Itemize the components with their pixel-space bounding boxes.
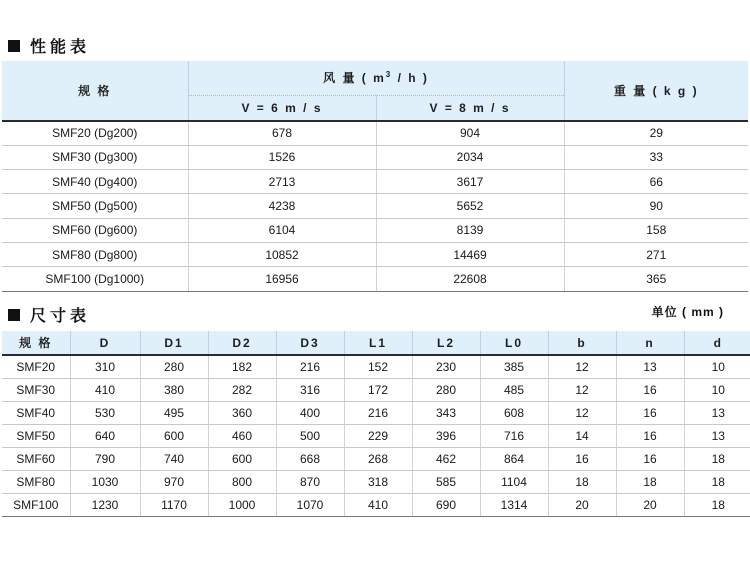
cell-spec: SMF30 (Dg300) <box>2 145 188 169</box>
column-header: d <box>684 331 750 355</box>
table-cell: 18 <box>548 470 616 493</box>
table-cell: 1070 <box>276 494 344 517</box>
table-row <box>2 170 748 194</box>
cell-weight: 29 <box>564 121 748 145</box>
table-cell: 495 <box>140 401 208 424</box>
column-header: D <box>70 331 140 355</box>
table-cell: 1030 <box>70 470 140 493</box>
table-cell: 690 <box>412 494 480 517</box>
column-header: b <box>548 331 616 355</box>
airflow-header: 风 量 ( $m^3$ / h ) <box>188 61 564 95</box>
cell-weight: 90 <box>564 194 748 218</box>
table-cell: 1000 <box>208 494 276 517</box>
table-cell: 182 <box>208 355 276 378</box>
table-cell: 13 <box>684 401 750 424</box>
performance-table <box>2 61 748 292</box>
table-cell: 13 <box>684 424 750 447</box>
table-cell: 172 <box>344 378 412 401</box>
table-cell: 600 <box>140 424 208 447</box>
table-cell: 16 <box>548 447 616 470</box>
table-cell: 13 <box>616 355 684 378</box>
cell-v6: 2713 <box>188 170 376 194</box>
table-cell: 16 <box>616 401 684 424</box>
table-cell: 800 <box>208 470 276 493</box>
table-cell: 1314 <box>480 494 548 517</box>
cell-v8: 22608 <box>376 267 564 291</box>
table-cell: 216 <box>344 401 412 424</box>
table-cell: 12 <box>548 378 616 401</box>
table-cell: 500 <box>276 424 344 447</box>
table-cell: 16 <box>616 378 684 401</box>
cell-v6: 678 <box>188 121 376 145</box>
table-row <box>2 145 748 169</box>
table-cell: 18 <box>684 447 750 470</box>
table-row <box>2 218 748 242</box>
table-cell: 20 <box>616 494 684 517</box>
table-cell: 12 <box>548 401 616 424</box>
table-row <box>2 242 748 266</box>
table-row <box>2 194 748 218</box>
table-row <box>2 470 750 493</box>
table-cell: 380 <box>140 378 208 401</box>
table-cell: 608 <box>480 401 548 424</box>
column-header: D1 <box>140 331 208 355</box>
cell-spec: SMF100 (Dg1000) <box>2 267 188 291</box>
square-bullet-icon <box>8 309 20 321</box>
table-row <box>2 401 750 424</box>
table-cell: 230 <box>412 355 480 378</box>
table-cell: 20 <box>548 494 616 517</box>
table-cell: 343 <box>412 401 480 424</box>
table-cell: 268 <box>344 447 412 470</box>
cell-weight: 66 <box>564 170 748 194</box>
column-header: L2 <box>412 331 480 355</box>
table-cell: 18 <box>684 470 750 493</box>
table-row <box>2 378 750 401</box>
table-cell: 280 <box>412 378 480 401</box>
table-cell: 152 <box>344 355 412 378</box>
table-cell: 282 <box>208 378 276 401</box>
cell-spec: SMF40 (Dg400) <box>2 170 188 194</box>
cell-v6: 10852 <box>188 242 376 266</box>
velocity-8-header: V = 8 m / s <box>376 95 564 121</box>
table-cell: 716 <box>480 424 548 447</box>
table-row <box>2 355 750 378</box>
table-cell: 410 <box>344 494 412 517</box>
cell-v8: 8139 <box>376 218 564 242</box>
cell-spec: SMF80 (Dg800) <box>2 242 188 266</box>
table-cell: 396 <box>412 424 480 447</box>
table-row <box>2 447 750 470</box>
table-cell: 216 <box>276 355 344 378</box>
table-cell: 10 <box>684 378 750 401</box>
weight-header: 重 量 ( k g ) <box>564 61 748 121</box>
table-cell: 740 <box>140 447 208 470</box>
column-header: n <box>616 331 684 355</box>
table-row <box>2 121 748 145</box>
cell-v6: 16956 <box>188 267 376 291</box>
cell-weight: 271 <box>564 242 748 266</box>
table-cell: 462 <box>412 447 480 470</box>
cell-v8: 3617 <box>376 170 564 194</box>
spec-header: 规 格 <box>2 61 188 121</box>
table-cell: 229 <box>344 424 412 447</box>
table-cell: SMF40 <box>2 401 70 424</box>
table-cell: 530 <box>70 401 140 424</box>
table-cell: SMF60 <box>2 447 70 470</box>
column-header: L1 <box>344 331 412 355</box>
cell-v8: 5652 <box>376 194 564 218</box>
table-cell: 280 <box>140 355 208 378</box>
table-row <box>2 494 750 517</box>
table-cell: 360 <box>208 401 276 424</box>
table-cell: 310 <box>70 355 140 378</box>
cell-weight: 33 <box>564 145 748 169</box>
cell-v8: 14469 <box>376 242 564 266</box>
square-bullet-icon <box>8 40 20 52</box>
table-cell: 410 <box>70 378 140 401</box>
cell-v8: 904 <box>376 121 564 145</box>
table-cell: 1104 <box>480 470 548 493</box>
cell-v6: 6104 <box>188 218 376 242</box>
cell-v8: 2034 <box>376 145 564 169</box>
cell-weight: 158 <box>564 218 748 242</box>
cell-weight: 365 <box>564 267 748 291</box>
table-cell: 12 <box>548 355 616 378</box>
table-cell: 400 <box>276 401 344 424</box>
cell-v6: 4238 <box>188 194 376 218</box>
dimension-section-title <box>8 303 90 326</box>
cell-spec: SMF50 (Dg500) <box>2 194 188 218</box>
column-header: D3 <box>276 331 344 355</box>
table-cell: 790 <box>70 447 140 470</box>
table-cell: 18 <box>616 470 684 493</box>
table-cell: 870 <box>276 470 344 493</box>
table-cell: 16 <box>616 447 684 470</box>
table-cell: SMF50 <box>2 424 70 447</box>
table-cell: 600 <box>208 447 276 470</box>
table-cell: 1230 <box>70 494 140 517</box>
cell-spec: SMF60 (Dg600) <box>2 218 188 242</box>
table-cell: SMF80 <box>2 470 70 493</box>
table-cell: 318 <box>344 470 412 493</box>
column-header: D2 <box>208 331 276 355</box>
table-cell: 1170 <box>140 494 208 517</box>
table-row <box>2 267 748 291</box>
table-cell: 18 <box>684 494 750 517</box>
table-cell: SMF30 <box>2 378 70 401</box>
table-cell: 14 <box>548 424 616 447</box>
cell-spec: SMF20 (Dg200) <box>2 121 188 145</box>
table-cell: 970 <box>140 470 208 493</box>
table-cell: 485 <box>480 378 548 401</box>
table-cell: 460 <box>208 424 276 447</box>
dimension-title-text: 尺寸表 <box>30 308 91 325</box>
dimension-table <box>2 331 750 517</box>
performance-title-text: 性能表 <box>30 39 91 56</box>
table-row <box>2 424 750 447</box>
column-header: L0 <box>480 331 548 355</box>
table-cell: 640 <box>70 424 140 447</box>
table-cell: SMF20 <box>2 355 70 378</box>
velocity-6-header: V = 6 m / s <box>188 95 376 121</box>
table-cell: 385 <box>480 355 548 378</box>
table-cell: 316 <box>276 378 344 401</box>
table-cell: SMF100 <box>2 494 70 517</box>
table-cell: 10 <box>684 355 750 378</box>
column-header: 规 格 <box>2 331 70 355</box>
table-cell: 668 <box>276 447 344 470</box>
table-cell: 585 <box>412 470 480 493</box>
performance-section-title <box>8 34 90 57</box>
cell-v6: 1526 <box>188 145 376 169</box>
unit-label: 单位 ( mm ) <box>651 305 724 319</box>
table-cell: 864 <box>480 447 548 470</box>
table-cell: 16 <box>616 424 684 447</box>
